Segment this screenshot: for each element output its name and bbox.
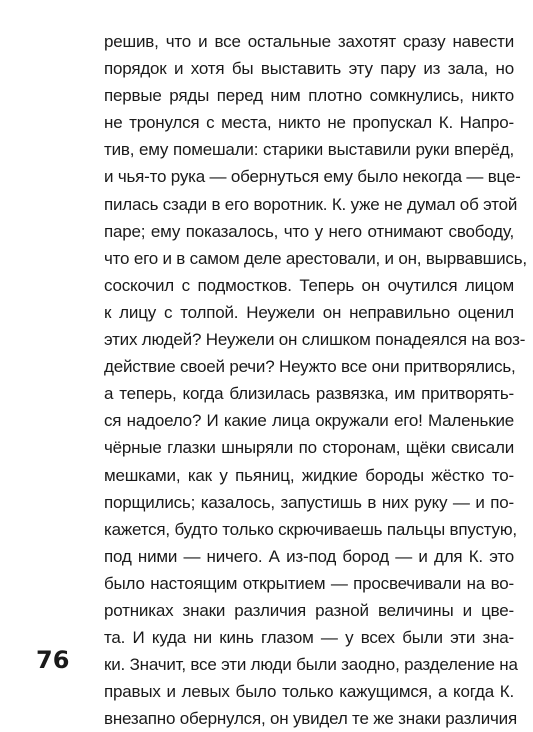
text-line: было настоящим открытием — просвечивали на во-	[104, 573, 514, 593]
text-line: решив, что и все остальные захотят сразу навести	[104, 32, 514, 51]
text-line: порщились; казалось, запустишь в них руку — и по-	[104, 492, 514, 512]
text-line: тив, ему помешали: старики выставили руки вперёд,	[104, 140, 514, 160]
text-line: ся надоело? И какие лица окружали его! Маленькие	[104, 411, 514, 431]
text-line: соскочил с подмостков. Теперь он очутился лицом	[104, 275, 514, 295]
page-number: 76	[36, 646, 70, 674]
text-line: этих людей? Неужели он слишком понадеялся на воз-	[104, 330, 526, 350]
text-line: ротниках знаки различия разной величины и цве-	[104, 600, 514, 620]
text-line: а теперь, когда близилась развязка, им притворять-	[104, 384, 514, 404]
text-line: действие своей речи? Неужто все они притворялись,	[104, 357, 516, 377]
text-line: мешками, как у пьяниц, жидкие бороды жёстко то-	[104, 465, 514, 485]
text-line: не тронулся с места, никто не пропускал К. Напро-	[104, 113, 514, 133]
text-line: правых и левых было только кажущимся, а когда К.	[104, 682, 514, 702]
text-line: чёрные глазки шныряли по сторонам, щёки свисали	[104, 438, 514, 458]
text-line: что его и в самом деле арестовали, и он, вырвавшись,	[104, 248, 527, 268]
text-line: та. И куда ни кинь глазом — у всех были эти зна-	[104, 628, 514, 648]
text-line: к лицу с толпой. Неужели он неправильно оценил	[104, 302, 514, 322]
text-line: порядок и хотя бы выставить эту пару из зала, но	[104, 59, 514, 79]
text-line: под ними — ничего. А из-под бород — и для К. это	[104, 546, 514, 566]
text-line: паре; ему показалось, что у него отнимают свободу,	[104, 221, 514, 241]
text-line: пилась сзади в его воротник. К. уже не думал об этой	[104, 194, 518, 214]
text-line: первые ряды перед ним плотно сомкнулись, никто	[104, 86, 514, 106]
body-text	[104, 28, 527, 732]
text-line: ки. Значит, все эти люди были заодно, разделение на	[104, 655, 518, 675]
text-line: внезапно обернулся, он увидел те же знаки различия	[104, 709, 517, 729]
text-line: кажется, будто только скрючиваешь пальцы впустую,	[104, 519, 517, 539]
text-line: и чья-то рука — обернуться ему было некогда — вце-	[104, 167, 521, 187]
